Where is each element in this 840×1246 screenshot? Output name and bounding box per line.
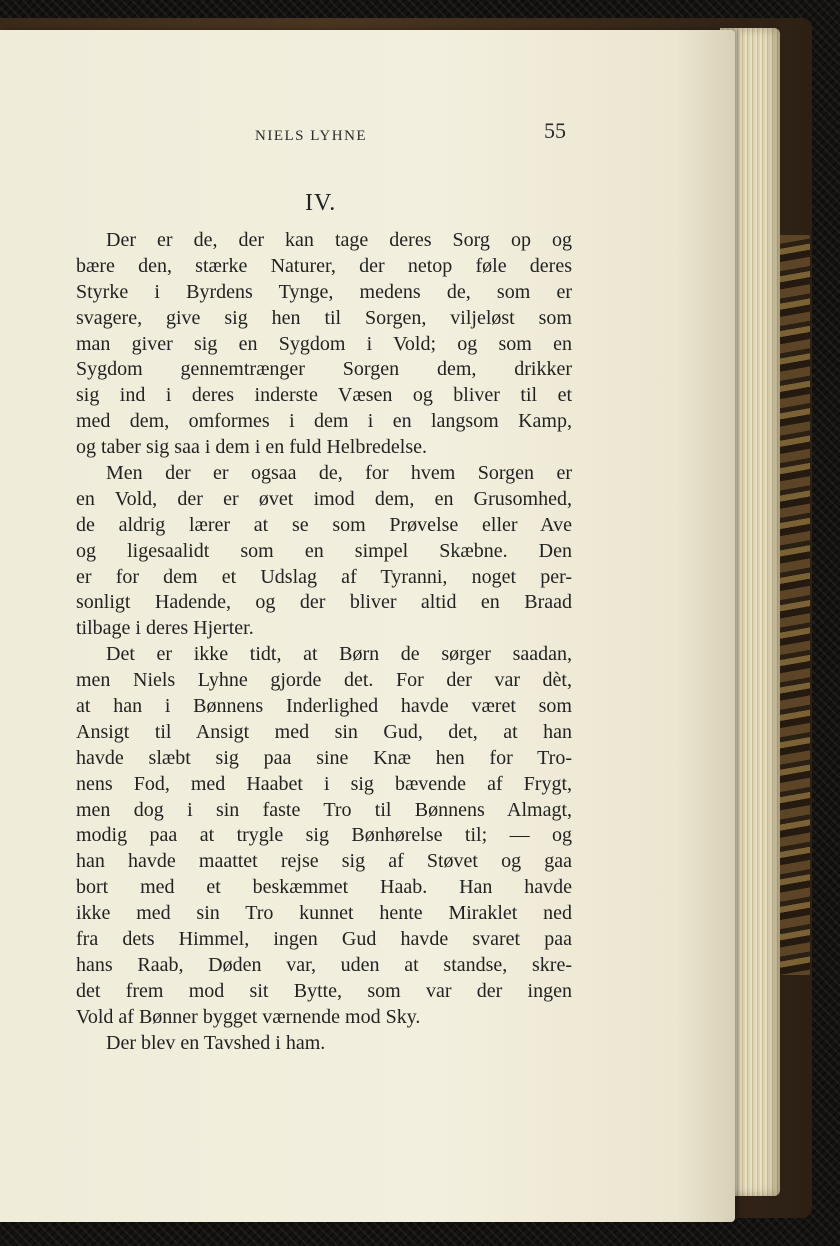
text-line: man giver sig en Sygdom i Vold; og som en bbox=[76, 332, 572, 355]
text-line: Der blev en Tavshed i ham. bbox=[106, 1031, 326, 1054]
chapter-heading: IV. bbox=[305, 190, 337, 216]
text-line: Vold af Bønner bygget værnende mod Sky. bbox=[76, 1005, 421, 1028]
text-line: at han i Bønnens Inderlighed havde været som bbox=[76, 695, 572, 718]
text-line: havde slæbt sig paa sine Knæ hen for Tro- bbox=[76, 746, 572, 769]
text-line: og taber sig saa i dem i en fuld Helbredelse. bbox=[76, 436, 427, 459]
text-line: modig paa at trygle sig Bønhørelse til; — og bbox=[76, 824, 572, 847]
text-line: men dog i sin faste Tro til Bønnens Almagt, bbox=[76, 798, 572, 821]
text-line: tilbage i deres Hjerter. bbox=[76, 617, 254, 640]
text-line: sonligt Hadende, og der bliver altid en Braad bbox=[76, 591, 572, 614]
text-line: svagere, give sig hen til Sorgen, viljeløst som bbox=[76, 306, 572, 329]
text-line: det frem mod sit Bytte, som var der ingen bbox=[76, 979, 572, 1002]
text-line: nens Fod, med Haabet i sig bævende af Frygt, bbox=[76, 772, 572, 795]
text-line: en Vold, der er øvet imod dem, en Grusomhed, bbox=[76, 487, 572, 510]
text-line: men Niels Lyhne gjorde det. For der var dèt, bbox=[76, 669, 572, 692]
text-line: med dem, omformes i dem i en langsom Kamp, bbox=[76, 410, 572, 433]
text-line: han havde maattet rejse sig af Støvet og gaa bbox=[76, 850, 572, 873]
text-line: Det er ikke tidt, at Børn de sørger saadan, bbox=[106, 643, 572, 666]
text-line: og ligesaalidt som en simpel Skæbne. Den bbox=[76, 539, 572, 562]
text-line: Sygdom gennemtrænger Sorgen dem, drikker bbox=[76, 358, 572, 381]
text-line: hans Raab, Døden var, uden at standse, skre- bbox=[76, 953, 572, 976]
text-line: sig ind i deres inderste Væsen og bliver til et bbox=[76, 384, 572, 407]
text-line: fra dets Himmel, ingen Gud havde svaret paa bbox=[76, 928, 572, 951]
marbled-edge bbox=[778, 235, 810, 975]
text-line: ikke med sin Tro kunnet hente Miraklet ned bbox=[76, 902, 572, 925]
text-line: Men der er ogsaa de, for hvem Sorgen er bbox=[106, 462, 572, 485]
page-number: 55 bbox=[544, 118, 566, 143]
text-line: Styrke i Byrdens Tynge, medens de, som er bbox=[76, 280, 572, 303]
text-line: er for dem et Udslag af Tyranni, noget per- bbox=[76, 565, 572, 588]
body-text bbox=[76, 228, 572, 1057]
running-head: NIELS LYHNE bbox=[255, 128, 368, 144]
text-line: Der er de, der kan tage deres Sorg op og bbox=[106, 229, 572, 251]
text-line: de aldrig lærer at se som Prøvelse eller Ave bbox=[76, 513, 572, 536]
text-line: Ansigt til Ansigt med sin Gud, det, at han bbox=[76, 720, 572, 743]
text-line: bære den, stærke Naturer, der netop føle deres bbox=[76, 254, 572, 277]
text-line: bort med et beskæmmet Haab. Han havde bbox=[76, 876, 572, 899]
